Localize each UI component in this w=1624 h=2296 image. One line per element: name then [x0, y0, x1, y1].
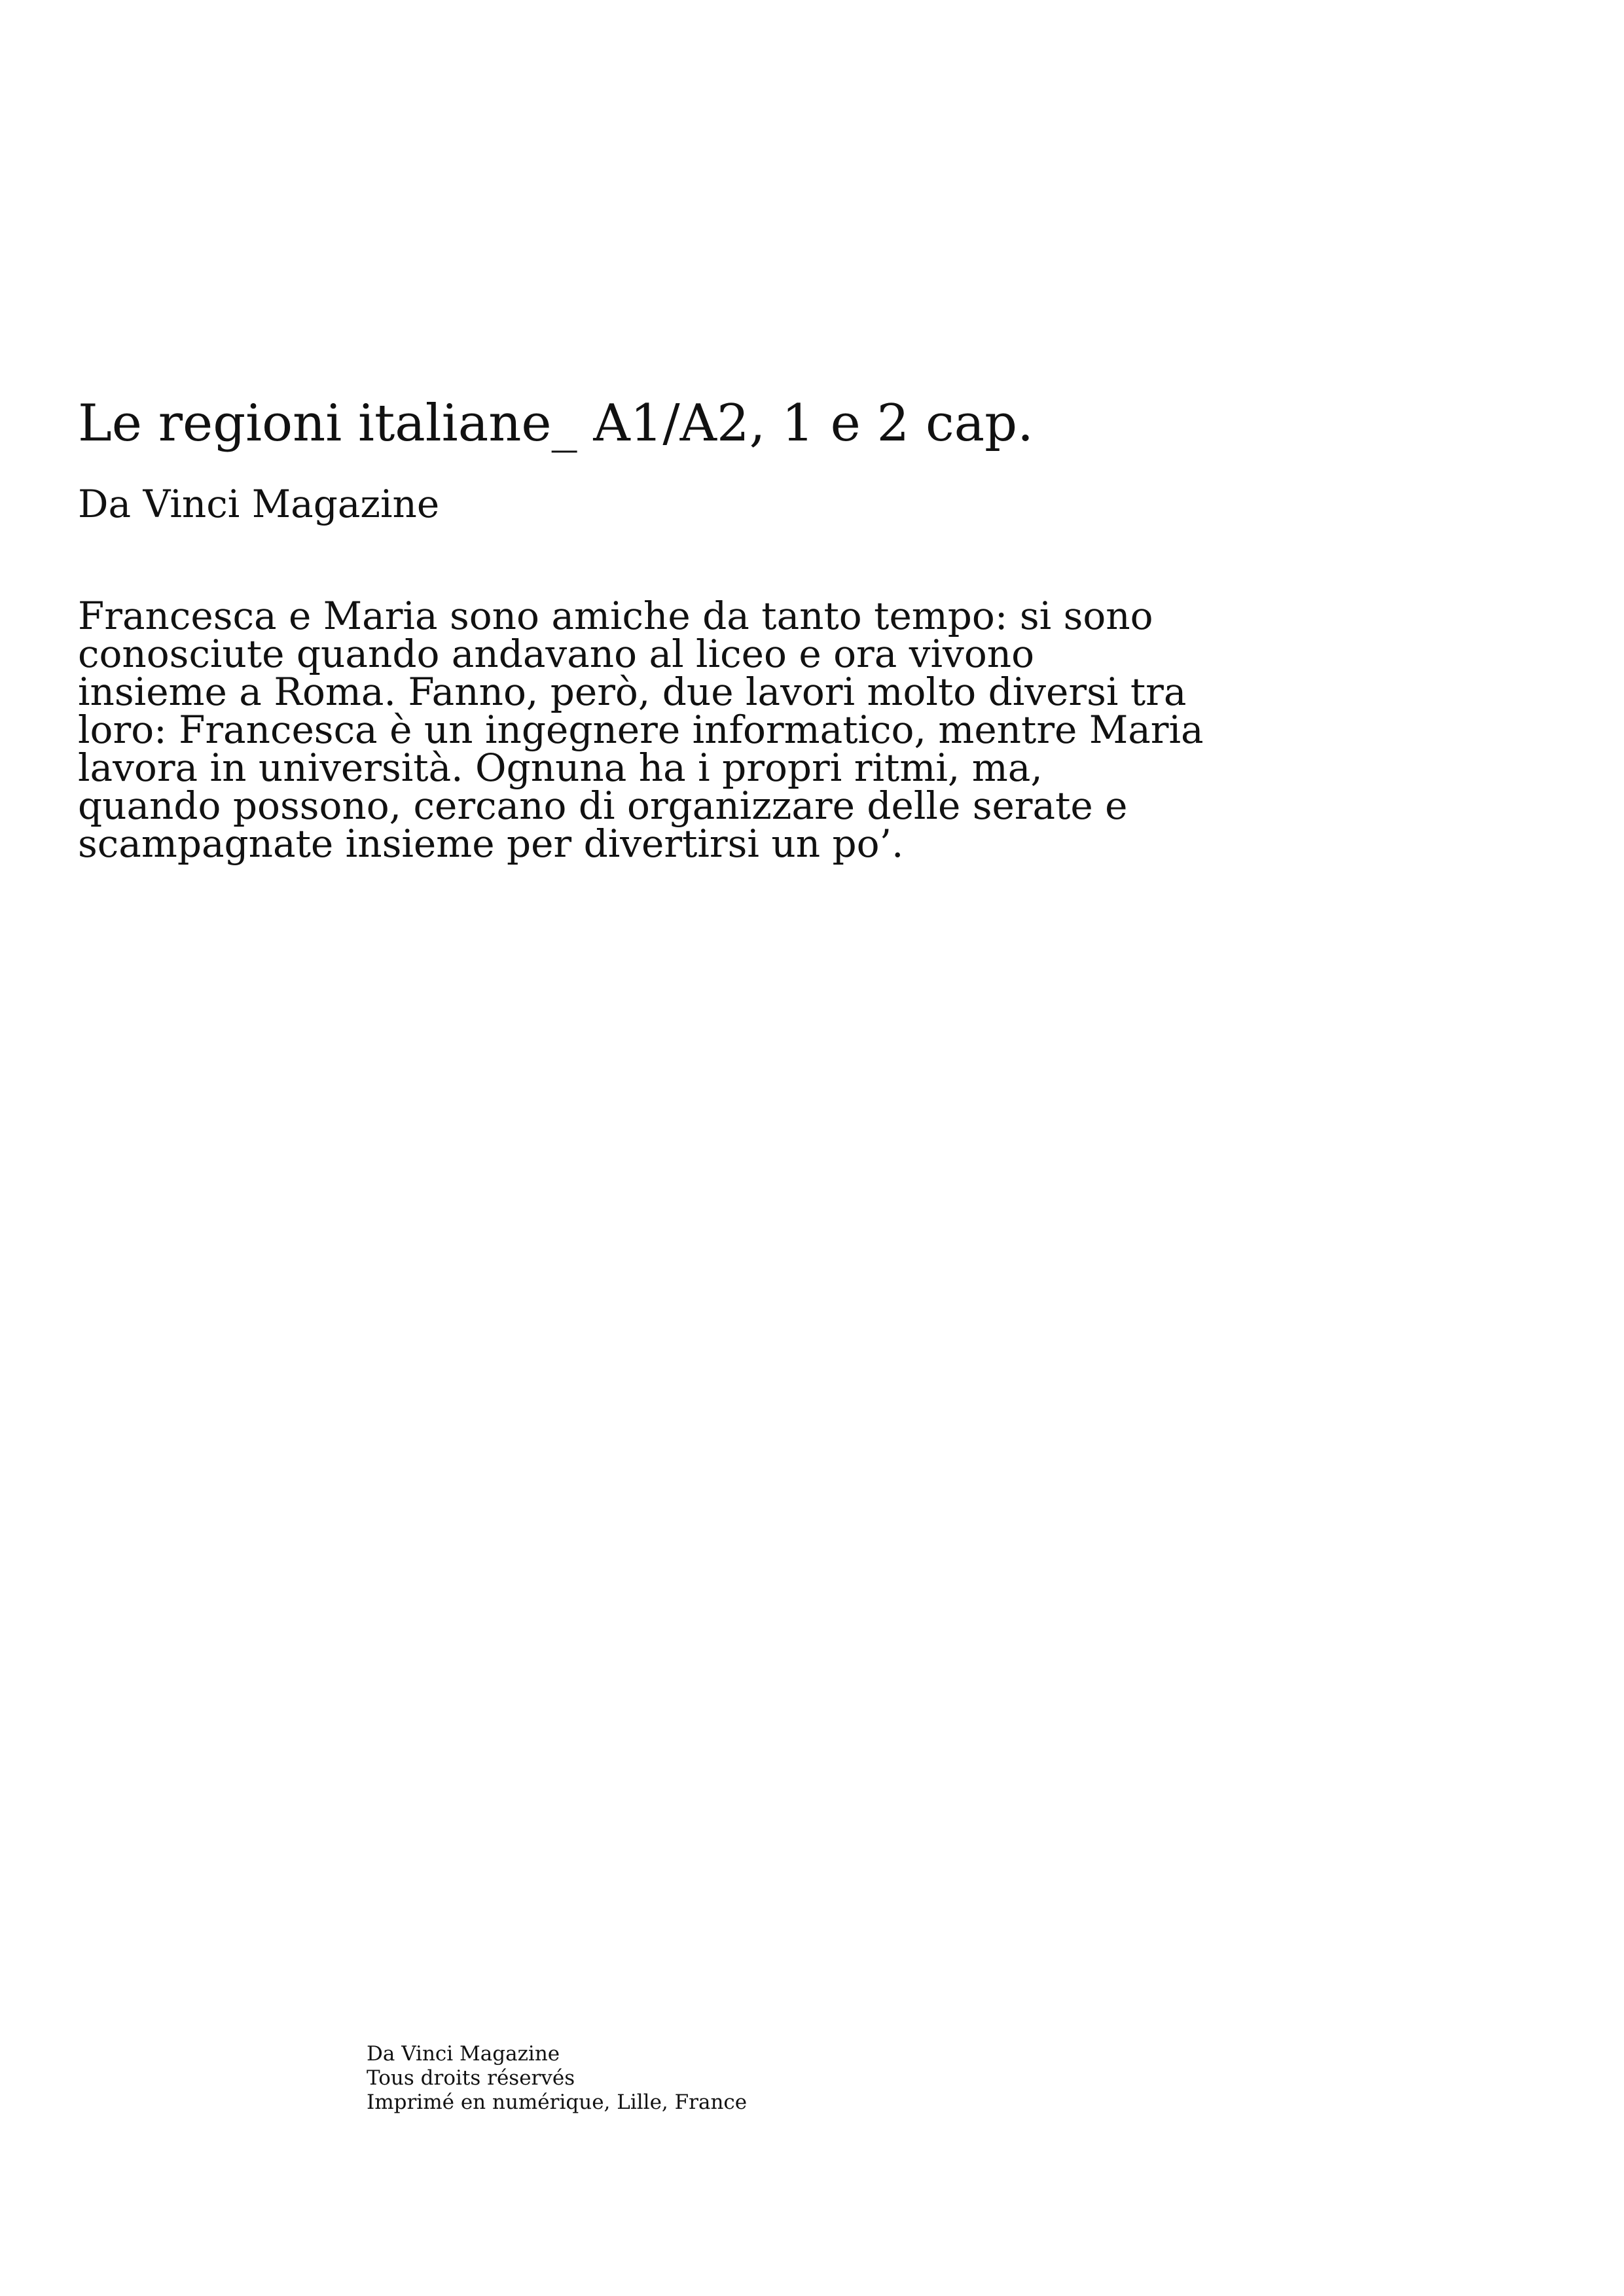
- body-line: scampagnate insieme per divertirsi un po’.: [78, 821, 904, 866]
- body-line: quando possono, cercano di organizzare delle serate e: [78, 783, 1128, 828]
- colophon-publisher: Da Vinci Magazine: [367, 2042, 560, 2066]
- body-paragraph: [78, 594, 1256, 866]
- document-subtitle: Da Vinci Magazine: [78, 482, 440, 526]
- body-line: insieme a Roma. Fanno, però, due lavori molto diversi tra: [78, 670, 1187, 714]
- body-line: lavora in università. Ognuna ha i propri ritmi, ma,: [78, 745, 1043, 790]
- document-title: Le regioni italiane_ A1/A2, 1 e 2 cap.: [78, 394, 1034, 453]
- colophon: [367, 2042, 747, 2115]
- body-line: conosciute quando andavano al liceo e ora vivono: [78, 632, 1035, 676]
- body-line: Francesca e Maria sono amiche da tanto tempo: si sono: [78, 594, 1153, 638]
- body-line: loro: Francesca è un ingegnere informatico, mentre Maria: [78, 708, 1204, 752]
- colophon-printing: Imprimé en numérique, Lille, France: [367, 2090, 748, 2114]
- colophon-rights: Tous droits réservés: [367, 2066, 575, 2090]
